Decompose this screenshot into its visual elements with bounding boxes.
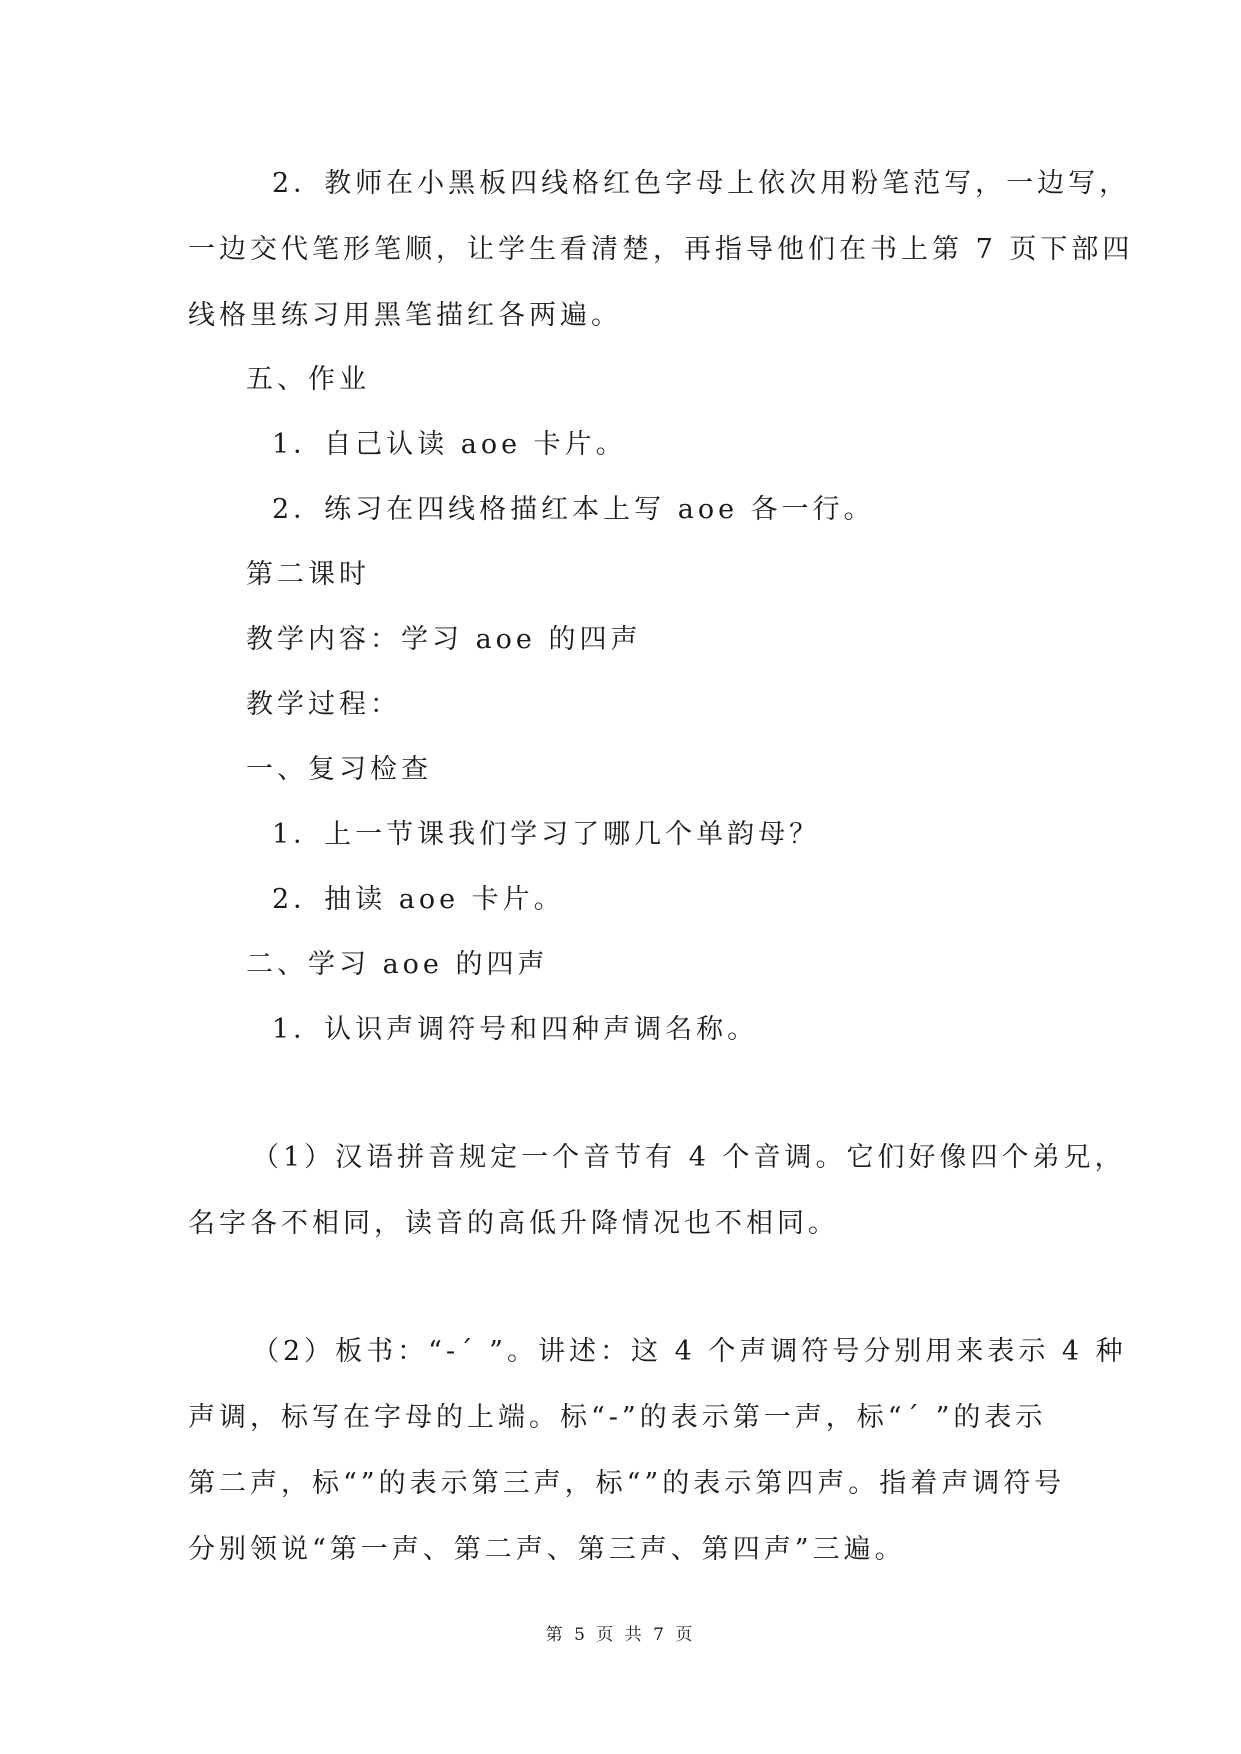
page-number-footer: 第 5 页 共 7 页 [545, 1625, 696, 1645]
list-item: 1．上一节课我们学习了哪几个单韵母？ [272, 819, 821, 850]
paragraph-line: （1）汉语拼音规定一个音节有 4 个音调。它们好像四个弟兄， [252, 1142, 1126, 1173]
section-heading: 五、作业 [246, 364, 370, 395]
teaching-content: 教学内容：学习 aoe 的四声 [246, 624, 642, 655]
paragraph-line: 分别领说“第一声、第二声、第三声、第四声”三遍。 [188, 1534, 906, 1565]
paragraph-line: （2）板书：“-ˊ ”。讲述：这 4 个声调符号分别用来表示 4 种 [252, 1336, 1127, 1367]
paragraph-line: 第二声，标“”的表示第三声，标“”的表示第四声。指着声调符号 [188, 1468, 1066, 1499]
list-item: 1．自己认读 aoe 卡片。 [272, 429, 627, 460]
paragraph-line: 名字各不相同，读音的高低升降情况也不相同。 [188, 1208, 839, 1239]
lesson-heading: 第二课时 [246, 559, 370, 590]
paragraph-line: 声调，标写在字母的上端。标“-”的表示第一声，标“ˊ ”的表示 [188, 1402, 1047, 1433]
paragraph-line: 线格里练习用黑笔描红各两遍。 [188, 300, 622, 331]
paragraph-line: 一边交代笔形笔顺，让学生看清楚，再指导他们在书上第 7 页下部四 [188, 234, 1134, 265]
section-heading: 一、复习检查 [246, 754, 432, 785]
teaching-process-label: 教学过程： [246, 689, 401, 720]
section-heading: 二、学习 aoe 的四声 [246, 949, 549, 980]
list-item: 2．抽读 aoe 卡片。 [272, 884, 565, 915]
paragraph-line: 2．教师在小黑板四线格红色字母上依次用粉笔范写，一边写， [272, 168, 1131, 199]
list-item: 2．练习在四线格描红本上写 aoe 各一行。 [272, 494, 875, 525]
list-item: 1．认识声调符号和四种声调名称。 [272, 1014, 759, 1045]
